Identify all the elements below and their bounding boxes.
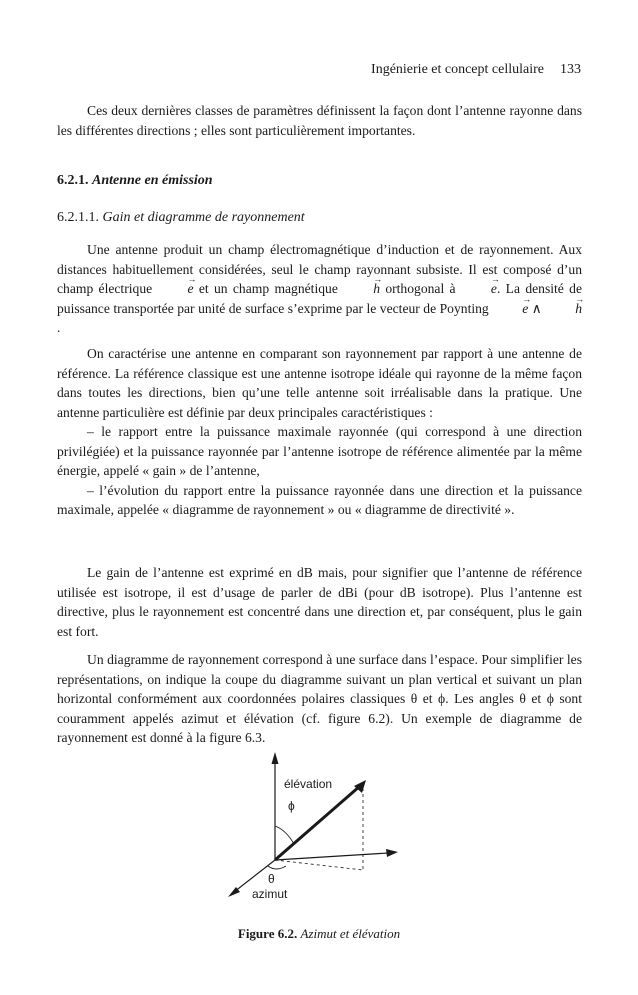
label-theta: θ — [268, 872, 275, 886]
paragraph-4-block — [57, 650, 582, 748]
subsection-heading — [57, 210, 305, 226]
paragraph-3-block — [57, 563, 582, 641]
vertical-axis-arrowhead — [272, 752, 279, 764]
paragraph-2: On caractérise une antenne en comparant son rayonnement par rapport à une antenne de référence. La référence classique est une antenne isotrope idéale qui rayonne de la même façon dans toutes les directions, bien qu’une telle antenne soit irréalisable dans la pratique. Une antenne particulière est définie par deux principales caractéristiques : — [57, 346, 582, 420]
para1-text-2: et un champ magnétique — [193, 281, 344, 296]
direction-vector — [275, 786, 360, 860]
caption-number: Figure 6.2. — [237, 926, 298, 941]
projection-line-ground — [275, 860, 363, 870]
label-elevation: élévation — [284, 777, 333, 791]
poynting-e: → e — [492, 299, 528, 319]
figure-caption — [0, 926, 638, 942]
subsection-number: 6.2.1.1. — [57, 210, 99, 225]
label-azimut: azimut — [252, 887, 288, 901]
paragraph-1 — [57, 240, 582, 338]
vector-e-2: → e — [461, 279, 497, 299]
paragraph-2-block — [57, 344, 582, 520]
vector-e: → e — [157, 279, 193, 299]
section-title: Antenne en émission — [92, 173, 213, 188]
para1-text-1: Une antenne produit un champ électromagnétique d’induction et de rayonnement. Aux distances habituellement considérées, seul le champ rayonnant subsiste. Il est composé d’un champ électrique — [57, 242, 582, 296]
paragraph-4: Un diagramme de rayonnement correspond à une surface dans l’espace. Pour simplifier les représentations, on indique la coupe du diagramme suivant un plan vertical et suivant un plan horizontal conformément aux coordonnées polaires classiques θ et ϕ. Les angles θ et ϕ sont couramment appelés azimut et élévation (cf. figure 6.2). Un exemple de diagramme de rayonnement est donné à la figure 6.3. — [57, 652, 582, 745]
running-header — [371, 62, 581, 78]
figure-diagram — [200, 748, 440, 918]
caption-title: Azimut et élévation — [300, 926, 401, 941]
horizontal-axis — [275, 853, 388, 860]
horizontal-axis-arrowhead — [386, 849, 398, 857]
intro-block — [57, 101, 582, 140]
list-item: – l’évolution du rapport entre la puissance rayonnée dans une direction et la puissance maximale, appelée « diagramme de rayonnement » ou « diagramme de directivité ». — [57, 482, 582, 517]
list-item: – le rapport entre la puissance maximale rayonnée (qui correspond à une direction privilégiée) et la puissance rayonnée par l’antenne isotrope de référence alimentée par la même énergie, appelé « gain » de l’antenne, — [57, 424, 582, 478]
theta-arc — [268, 866, 286, 869]
page-number: 133 — [560, 62, 581, 77]
phi-arc — [275, 826, 294, 844]
para1-text-3: orthogonal à — [380, 281, 461, 296]
header-title: Ingénierie et concept cellulaire — [371, 62, 544, 77]
subsection-title: Gain et diagramme de rayonnement — [102, 210, 305, 225]
label-phi: ϕ — [288, 799, 295, 813]
paragraph-1-block — [57, 240, 582, 338]
para1-text-5: . — [57, 320, 61, 335]
poynting-h: → h — [545, 299, 582, 319]
poynting-wedge: ∧ — [528, 300, 546, 316]
section-number: 6.2.1. — [57, 173, 89, 188]
intro-paragraph: Ces deux dernières classes de paramètres définissent la façon dont l’antenne rayonne dans les différentes directions ; elles sont particulièrement importantes. — [57, 103, 582, 138]
figure-azimut-elevation — [200, 748, 440, 918]
paragraph-3: Le gain de l’antenne est exprimé en dB mais, pour signifier que l’antenne de référence utilisée est isotrope, il est d’usage de parler de dBi (pour dB isotrope). Plus l’antenne est directive, plus le rayonnement est concentré dans une direction et, par conséquent, plus le gain est fort. — [57, 565, 582, 639]
para1-text-4: . La densité de puissance transportée par unité de surface s’exprime par le vecteur de Poynting — [57, 281, 582, 316]
section-heading — [57, 173, 213, 189]
vector-h: → h — [343, 279, 380, 299]
